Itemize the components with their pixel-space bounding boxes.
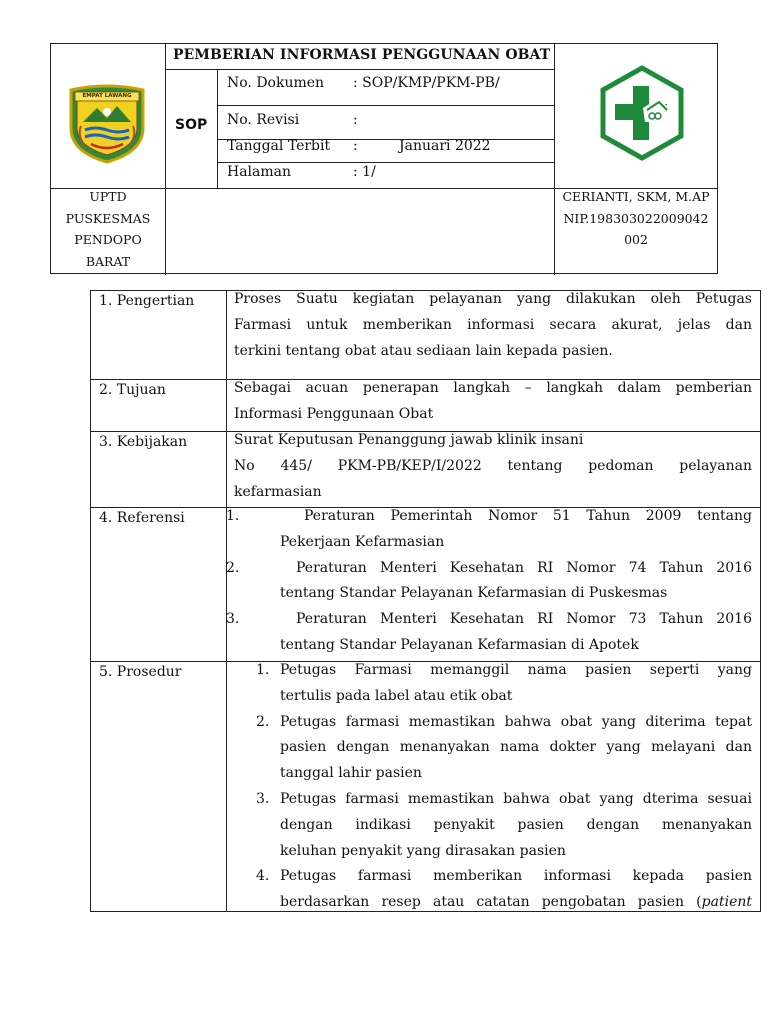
doc-number-value: : SOP/KMP/PKM-PB/ — [353, 75, 500, 91]
text-line: dengan indikasi penyakit pasien dengan menanyakan — [280, 816, 752, 833]
unit-line: PUSKESMAS — [65, 210, 151, 226]
text-line: pasien dengan menanyakan nama dokter yang melayani dan — [280, 739, 752, 756]
signer-block — [555, 186, 717, 251]
emblem-banner-text: EMPAT LAWANG — [82, 93, 132, 99]
italic-term: patient — [701, 894, 752, 911]
section-body-tujuan — [234, 376, 752, 428]
section-label-prosedur: 5. Prosedur — [99, 664, 182, 680]
issue-date-label: Tanggal Terbit — [227, 138, 331, 154]
text-line: Peraturan Menteri Kesehatan RI Nomor 74 Tahun 2016 — [296, 559, 752, 576]
section-body-prosedur — [234, 658, 752, 916]
list-number: 1. — [256, 662, 270, 678]
list-number: 2. — [256, 713, 270, 730]
signer-nip-cont: 002 — [624, 232, 648, 247]
text-line: Farmasi untuk memberikan informasi secara akurat, jelas dan — [234, 316, 752, 333]
section-label-tujuan: 2. Tujuan — [99, 382, 166, 398]
text-line: Pekerjaan Kefarmasian — [280, 533, 445, 550]
text-line: Peraturan Menteri Kesehatan RI Nomor 73 Tahun 2016 — [296, 611, 752, 628]
list-item — [256, 864, 752, 916]
sop-header-table — [50, 43, 718, 274]
list-item — [256, 658, 752, 710]
section-label-referensi: 4. Referensi — [99, 510, 185, 526]
text-line: tentang Standar Pelayanan Kefarmasian di Apotek — [280, 636, 639, 653]
list-number: 2. — [226, 559, 240, 576]
unit-line: BARAT — [85, 253, 131, 269]
text-line: terkini tentang obat atau sediaan lain kepada pasien. — [234, 342, 613, 359]
list-item — [226, 556, 752, 608]
section-body-referensi — [226, 504, 752, 659]
text-line: Petugas Farmasi memanggil nama pasien seperti yang — [280, 662, 752, 678]
text-line: kefarmasian — [234, 483, 322, 500]
list-number: 4. — [256, 868, 270, 885]
empat-lawang-emblem — [65, 82, 149, 164]
text-line: Petugas farmasi memastikan bahwa obat yang diterima tepat — [280, 713, 752, 730]
page-label: Halaman — [227, 164, 292, 180]
section-label-pengertian: 1. Pengertian — [99, 293, 195, 309]
unit-line: PENDOPO — [74, 232, 142, 247]
signer-nip: NIP.198303022009042 — [563, 210, 709, 226]
page-value: : 1/ — [353, 164, 376, 180]
list-item — [256, 710, 752, 787]
list-item — [226, 504, 752, 556]
list-item — [256, 787, 752, 864]
text-line: Informasi Penggunaan Obat — [234, 405, 434, 422]
section-body-pengertian — [234, 287, 752, 364]
text-line: Peraturan Pemerintah Nomor 51 Tahun 2009 tentang — [304, 508, 752, 524]
text-line: keluhan penyakit yang dirasakan pasien — [280, 842, 566, 859]
text-line: Sebagai acuan penerapan langkah – langkah dalam pemberian — [234, 380, 752, 396]
doc-number-label: No. Dokumen — [227, 75, 325, 91]
text-line: tertulis pada label atau etik obat — [280, 687, 513, 704]
list-number: 1. — [226, 508, 240, 524]
revision-value: : — [353, 112, 358, 128]
issue-date-colon: : — [353, 138, 358, 154]
sop-content-table — [90, 290, 761, 912]
text-line: berdasarkan resep atau catatan pengobatan pasien ( — [280, 894, 702, 911]
text-line: Petugas farmasi memberikan informasi kepada pasien — [280, 868, 752, 885]
list-item — [226, 607, 752, 659]
sop-label: SOP — [175, 117, 208, 133]
text-line: Proses Suatu kegiatan pelayanan yang dilakukan oleh Petugas — [234, 291, 752, 307]
section-label-kebijakan: 3. Kebijakan — [99, 434, 188, 450]
signer-name: CERIANTI, SKM, M.AP — [562, 189, 710, 204]
text-line: Petugas farmasi memastikan bahwa obat yang dterima sesuai — [280, 790, 752, 807]
health-cross-logo — [597, 64, 687, 164]
list-number: 3. — [226, 611, 240, 628]
text-line: No 445/ PKM-PB/KEP/I/2022 tentang pedoman pelayanan — [234, 457, 752, 474]
text-line: tentang Standar Pelayanan Kefarmasian di Puskesmas — [280, 585, 668, 602]
sop-title: PEMBERIAN INFORMASI PENGGUNAAN OBAT — [173, 47, 551, 63]
list-number: 3. — [256, 790, 270, 807]
section-body-kebijakan — [234, 428, 752, 505]
revision-label: No. Revisi — [227, 112, 300, 128]
text-line: tanggal lahir pasien — [280, 765, 422, 782]
text-line: Surat Keputusan Penanggung jawab klinik insani — [234, 432, 584, 448]
issue-date-value: Januari 2022 — [399, 138, 491, 154]
unit-name — [51, 186, 165, 272]
unit-line: UPTD — [89, 189, 127, 204]
